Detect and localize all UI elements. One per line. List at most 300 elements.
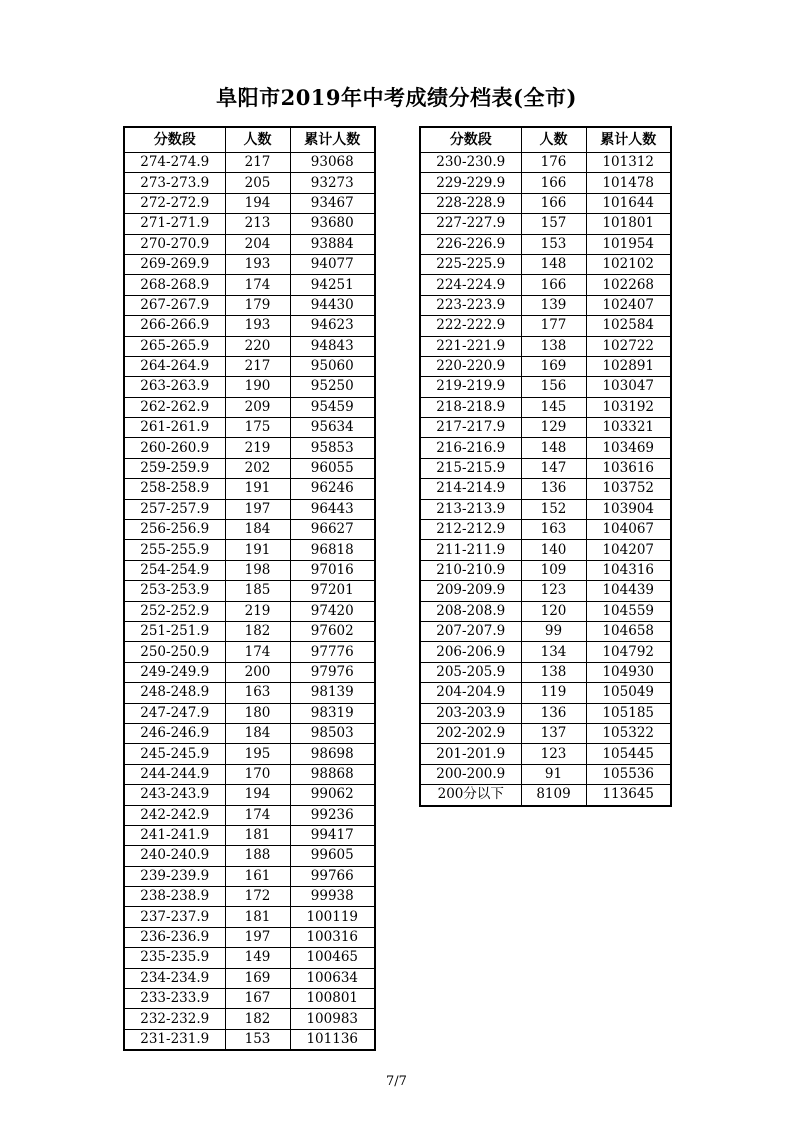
table-row <box>420 560 671 580</box>
cell-count: 181 <box>225 825 290 845</box>
cell-score-range: 268-268.9 <box>124 275 225 295</box>
cell-cumulative: 99417 <box>290 825 375 845</box>
cell-count: 169 <box>225 968 290 988</box>
cell-count: 188 <box>225 846 290 866</box>
cell-cumulative: 105536 <box>586 764 671 784</box>
cell-score-range: 249-249.9 <box>124 662 225 682</box>
cell-cumulative: 101644 <box>586 193 671 213</box>
cell-score-range: 258-258.9 <box>124 479 225 499</box>
cell-score-range: 240-240.9 <box>124 846 225 866</box>
cell-count: 193 <box>225 316 290 336</box>
cell-score-range: 248-248.9 <box>124 683 225 703</box>
cell-cumulative: 104067 <box>586 520 671 540</box>
cell-score-range: 259-259.9 <box>124 458 225 478</box>
cell-count: 184 <box>225 520 290 540</box>
page-number: 7/7 <box>386 1074 407 1089</box>
cell-cumulative: 105185 <box>586 703 671 723</box>
table-row <box>420 723 671 743</box>
table-row <box>420 744 671 764</box>
table-row <box>124 520 375 540</box>
cell-score-range: 244-244.9 <box>124 764 225 784</box>
table-row <box>124 907 375 927</box>
table-row <box>124 744 375 764</box>
cell-score-range: 202-202.9 <box>420 723 521 743</box>
table-row <box>124 703 375 723</box>
table-row <box>124 683 375 703</box>
cell-score-range: 225-225.9 <box>420 254 521 274</box>
cell-cumulative: 102407 <box>586 295 671 315</box>
cell-count: 175 <box>225 418 290 438</box>
cell-cumulative: 94623 <box>290 316 375 336</box>
cell-count: 163 <box>521 520 586 540</box>
cell-score-range: 212-212.9 <box>420 520 521 540</box>
cell-count: 197 <box>225 927 290 947</box>
cell-score-range: 205-205.9 <box>420 662 521 682</box>
table-row <box>420 336 671 356</box>
cell-count: 166 <box>521 173 586 193</box>
cell-count: 202 <box>225 458 290 478</box>
cell-cumulative: 96055 <box>290 458 375 478</box>
cell-cumulative: 104316 <box>586 560 671 580</box>
table-row <box>420 703 671 723</box>
cell-score-range: 274-274.9 <box>124 153 225 173</box>
cell-cumulative: 95459 <box>290 397 375 417</box>
cell-score-range: 231-231.9 <box>124 1029 225 1050</box>
cell-count: 200 <box>225 662 290 682</box>
score-table-left <box>123 126 376 1051</box>
cell-count: 194 <box>225 785 290 805</box>
cell-score-range: 238-238.9 <box>124 887 225 907</box>
cell-cumulative: 103616 <box>586 458 671 478</box>
cell-cumulative: 99605 <box>290 846 375 866</box>
header-cumulative: 累计人数 <box>290 127 375 153</box>
cell-cumulative: 95250 <box>290 377 375 397</box>
table-row <box>420 193 671 213</box>
cell-count: 182 <box>225 621 290 641</box>
table-row <box>420 581 671 601</box>
cell-cumulative: 100634 <box>290 968 375 988</box>
cell-score-range: 246-246.9 <box>124 723 225 743</box>
table-row <box>124 764 375 784</box>
table-row <box>124 662 375 682</box>
cell-score-range: 262-262.9 <box>124 397 225 417</box>
cell-score-range: 267-267.9 <box>124 295 225 315</box>
table-row <box>420 254 671 274</box>
cell-cumulative: 100983 <box>290 1009 375 1029</box>
header-count: 人数 <box>521 127 586 153</box>
cell-cumulative: 101801 <box>586 214 671 234</box>
cell-count: 153 <box>521 234 586 254</box>
table-row <box>124 805 375 825</box>
cell-score-range: 255-255.9 <box>124 540 225 560</box>
cell-count: 217 <box>225 153 290 173</box>
cell-cumulative: 99938 <box>290 887 375 907</box>
cell-score-range: 226-226.9 <box>420 234 521 254</box>
cell-count: 167 <box>225 989 290 1009</box>
cell-cumulative: 97776 <box>290 642 375 662</box>
cell-cumulative: 102102 <box>586 254 671 274</box>
cell-count: 177 <box>521 316 586 336</box>
cell-cumulative: 100465 <box>290 948 375 968</box>
table-row <box>124 499 375 519</box>
cell-count: 217 <box>225 356 290 376</box>
cell-score-range: 229-229.9 <box>420 173 521 193</box>
table-row <box>420 764 671 784</box>
table-row <box>420 458 671 478</box>
cell-cumulative: 94077 <box>290 254 375 274</box>
cell-score-range: 245-245.9 <box>124 744 225 764</box>
cell-score-range: 237-237.9 <box>124 907 225 927</box>
cell-count: 157 <box>521 214 586 234</box>
table-row <box>420 785 671 806</box>
cell-score-range: 273-273.9 <box>124 173 225 193</box>
cell-count: 197 <box>225 499 290 519</box>
table-row <box>124 254 375 274</box>
cell-count: 204 <box>225 234 290 254</box>
cell-count: 205 <box>225 173 290 193</box>
cell-score-range: 200-200.9 <box>420 764 521 784</box>
cell-cumulative: 98868 <box>290 764 375 784</box>
table-row <box>124 316 375 336</box>
cell-cumulative: 93467 <box>290 193 375 213</box>
cell-count: 220 <box>225 336 290 356</box>
cell-count: 174 <box>225 642 290 662</box>
table-row <box>420 275 671 295</box>
table-row <box>420 214 671 234</box>
cell-count: 180 <box>225 703 290 723</box>
cell-count: 169 <box>521 356 586 376</box>
cell-cumulative: 104930 <box>586 662 671 682</box>
cell-count: 184 <box>225 723 290 743</box>
cell-count: 136 <box>521 703 586 723</box>
cell-score-range: 254-254.9 <box>124 560 225 580</box>
cell-count: 182 <box>225 1009 290 1029</box>
cell-count: 129 <box>521 418 586 438</box>
cell-count: 149 <box>225 948 290 968</box>
cell-cumulative: 103192 <box>586 397 671 417</box>
table-row <box>124 540 375 560</box>
table-row <box>124 397 375 417</box>
cell-score-range: 247-247.9 <box>124 703 225 723</box>
cell-count: 191 <box>225 479 290 499</box>
cell-count: 147 <box>521 458 586 478</box>
cell-score-range: 216-216.9 <box>420 438 521 458</box>
cell-count: 191 <box>225 540 290 560</box>
table-row <box>420 499 671 519</box>
table-row <box>124 825 375 845</box>
cell-cumulative: 102268 <box>586 275 671 295</box>
cell-cumulative: 101954 <box>586 234 671 254</box>
cell-cumulative: 99766 <box>290 866 375 886</box>
cell-score-range: 252-252.9 <box>124 601 225 621</box>
cell-cumulative: 95634 <box>290 418 375 438</box>
cell-score-range: 241-241.9 <box>124 825 225 845</box>
table-row <box>124 601 375 621</box>
cell-count: 170 <box>225 764 290 784</box>
cell-count: 123 <box>521 744 586 764</box>
cell-count: 163 <box>225 683 290 703</box>
cell-count: 137 <box>521 723 586 743</box>
page-title: 阜阳市2019年中考成绩分档表(全市) <box>216 85 577 110</box>
cell-score-range: 271-271.9 <box>124 214 225 234</box>
table-row <box>124 438 375 458</box>
cell-cumulative: 105049 <box>586 683 671 703</box>
cell-score-range: 215-215.9 <box>420 458 521 478</box>
table-row <box>124 234 375 254</box>
header-cumulative: 累计人数 <box>586 127 671 153</box>
table-header-row <box>420 127 671 153</box>
table-row <box>124 458 375 478</box>
cell-count: 99 <box>521 621 586 641</box>
cell-score-range: 220-220.9 <box>420 356 521 376</box>
cell-score-range: 204-204.9 <box>420 683 521 703</box>
cell-count: 172 <box>225 887 290 907</box>
cell-score-range: 221-221.9 <box>420 336 521 356</box>
cell-count: 195 <box>225 744 290 764</box>
cell-score-range: 257-257.9 <box>124 499 225 519</box>
cell-cumulative: 99236 <box>290 805 375 825</box>
cell-score-range: 260-260.9 <box>124 438 225 458</box>
table-row <box>420 520 671 540</box>
cell-score-range: 209-209.9 <box>420 581 521 601</box>
table-row <box>124 785 375 805</box>
table-row <box>420 316 671 336</box>
cell-cumulative: 99062 <box>290 785 375 805</box>
cell-score-range: 265-265.9 <box>124 336 225 356</box>
table-row <box>124 193 375 213</box>
cell-score-range: 213-213.9 <box>420 499 521 519</box>
score-table-right <box>419 126 672 807</box>
cell-score-range: 242-242.9 <box>124 805 225 825</box>
cell-cumulative: 102584 <box>586 316 671 336</box>
cell-score-range: 224-224.9 <box>420 275 521 295</box>
cell-count: 181 <box>225 907 290 927</box>
cell-count: 91 <box>521 764 586 784</box>
header-count: 人数 <box>225 127 290 153</box>
cell-cumulative: 104792 <box>586 642 671 662</box>
cell-cumulative: 105322 <box>586 723 671 743</box>
cell-count: 176 <box>521 153 586 173</box>
cell-score-range: 227-227.9 <box>420 214 521 234</box>
cell-count: 174 <box>225 275 290 295</box>
cell-score-range: 234-234.9 <box>124 968 225 988</box>
cell-cumulative: 104658 <box>586 621 671 641</box>
cell-cumulative: 103752 <box>586 479 671 499</box>
table-row <box>420 153 671 173</box>
table-row <box>124 621 375 641</box>
cell-count: 194 <box>225 193 290 213</box>
cell-score-range: 261-261.9 <box>124 418 225 438</box>
cell-score-range: 210-210.9 <box>420 560 521 580</box>
table-row <box>420 621 671 641</box>
table-header-row <box>124 127 375 153</box>
cell-score-range: 251-251.9 <box>124 621 225 641</box>
cell-cumulative: 113645 <box>586 785 671 806</box>
table-row <box>124 356 375 376</box>
cell-cumulative: 103047 <box>586 377 671 397</box>
table-row <box>420 642 671 662</box>
cell-score-range: 201-201.9 <box>420 744 521 764</box>
cell-cumulative: 93068 <box>290 153 375 173</box>
cell-cumulative: 98319 <box>290 703 375 723</box>
cell-count: 134 <box>521 642 586 662</box>
table-row <box>124 295 375 315</box>
table-row <box>124 723 375 743</box>
table-row <box>124 1029 375 1050</box>
table-row <box>420 397 671 417</box>
cell-score-range: 214-214.9 <box>420 479 521 499</box>
table-row <box>124 846 375 866</box>
table-row <box>420 438 671 458</box>
cell-cumulative: 94430 <box>290 295 375 315</box>
table-row <box>124 173 375 193</box>
cell-count: 198 <box>225 560 290 580</box>
table-row <box>124 560 375 580</box>
cell-count: 8109 <box>521 785 586 806</box>
cell-count: 219 <box>225 438 290 458</box>
cell-count: 119 <box>521 683 586 703</box>
cell-cumulative: 101136 <box>290 1029 375 1050</box>
cell-score-range: 266-266.9 <box>124 316 225 336</box>
cell-score-range: 253-253.9 <box>124 581 225 601</box>
cell-cumulative: 104559 <box>586 601 671 621</box>
cell-score-range: 219-219.9 <box>420 377 521 397</box>
cell-cumulative: 95060 <box>290 356 375 376</box>
cell-cumulative: 96818 <box>290 540 375 560</box>
cell-score-range: 272-272.9 <box>124 193 225 213</box>
table-row <box>420 418 671 438</box>
cell-count: 190 <box>225 377 290 397</box>
cell-count: 161 <box>225 866 290 886</box>
cell-count: 148 <box>521 438 586 458</box>
cell-cumulative: 97976 <box>290 662 375 682</box>
cell-count: 174 <box>225 805 290 825</box>
cell-cumulative: 100801 <box>290 989 375 1009</box>
cell-count: 136 <box>521 479 586 499</box>
cell-score-range: 264-264.9 <box>124 356 225 376</box>
cell-count: 145 <box>521 397 586 417</box>
cell-cumulative: 102722 <box>586 336 671 356</box>
table-row <box>124 1009 375 1029</box>
cell-cumulative: 96443 <box>290 499 375 519</box>
cell-cumulative: 100316 <box>290 927 375 947</box>
cell-count: 123 <box>521 581 586 601</box>
cell-cumulative: 103904 <box>586 499 671 519</box>
header-score-range: 分数段 <box>420 127 521 153</box>
table-row <box>420 356 671 376</box>
cell-score-range: 243-243.9 <box>124 785 225 805</box>
table-row <box>420 173 671 193</box>
cell-score-range: 203-203.9 <box>420 703 521 723</box>
cell-count: 140 <box>521 540 586 560</box>
cell-score-range: 233-233.9 <box>124 989 225 1009</box>
cell-score-range: 207-207.9 <box>420 621 521 641</box>
cell-cumulative: 101312 <box>586 153 671 173</box>
cell-count: 109 <box>521 560 586 580</box>
cell-score-range: 208-208.9 <box>420 601 521 621</box>
cell-score-range: 250-250.9 <box>124 642 225 662</box>
cell-count: 156 <box>521 377 586 397</box>
table-row <box>124 968 375 988</box>
table-row <box>124 214 375 234</box>
cell-cumulative: 93680 <box>290 214 375 234</box>
cell-cumulative: 96627 <box>290 520 375 540</box>
cell-count: 209 <box>225 397 290 417</box>
cell-count: 193 <box>225 254 290 274</box>
cell-cumulative: 104439 <box>586 581 671 601</box>
cell-score-range: 239-239.9 <box>124 866 225 886</box>
cell-count: 138 <box>521 336 586 356</box>
cell-cumulative: 104207 <box>586 540 671 560</box>
cell-cumulative: 97016 <box>290 560 375 580</box>
table-row <box>124 927 375 947</box>
table-row <box>420 234 671 254</box>
cell-score-range: 222-222.9 <box>420 316 521 336</box>
cell-count: 166 <box>521 193 586 213</box>
cell-cumulative: 97602 <box>290 621 375 641</box>
table-row <box>124 377 375 397</box>
cell-cumulative: 95853 <box>290 438 375 458</box>
cell-cumulative: 101478 <box>586 173 671 193</box>
cell-score-range: 218-218.9 <box>420 397 521 417</box>
cell-score-range: 232-232.9 <box>124 1009 225 1029</box>
cell-cumulative: 98698 <box>290 744 375 764</box>
table-row <box>420 540 671 560</box>
cell-score-range: 211-211.9 <box>420 540 521 560</box>
cell-score-range: 270-270.9 <box>124 234 225 254</box>
cell-count: 185 <box>225 581 290 601</box>
cell-score-range: 256-256.9 <box>124 520 225 540</box>
cell-count: 152 <box>521 499 586 519</box>
cell-cumulative: 103469 <box>586 438 671 458</box>
cell-cumulative: 93884 <box>290 234 375 254</box>
cell-score-range: 236-236.9 <box>124 927 225 947</box>
table-row <box>124 866 375 886</box>
cell-count: 219 <box>225 601 290 621</box>
cell-cumulative: 97201 <box>290 581 375 601</box>
cell-score-range: 223-223.9 <box>420 295 521 315</box>
cell-cumulative: 94843 <box>290 336 375 356</box>
cell-score-range: 263-263.9 <box>124 377 225 397</box>
cell-cumulative: 94251 <box>290 275 375 295</box>
table-row <box>124 887 375 907</box>
cell-cumulative: 102891 <box>586 356 671 376</box>
cell-cumulative: 93273 <box>290 173 375 193</box>
cell-score-range: 269-269.9 <box>124 254 225 274</box>
table-row <box>124 336 375 356</box>
table-row <box>420 662 671 682</box>
table-row <box>124 948 375 968</box>
cell-cumulative: 103321 <box>586 418 671 438</box>
cell-score-range: 230-230.9 <box>420 153 521 173</box>
table-row <box>124 581 375 601</box>
table-row <box>420 377 671 397</box>
cell-count: 179 <box>225 295 290 315</box>
cell-cumulative: 98503 <box>290 723 375 743</box>
cell-count: 139 <box>521 295 586 315</box>
table-row <box>124 642 375 662</box>
cell-count: 138 <box>521 662 586 682</box>
table-row <box>124 989 375 1009</box>
table-row <box>420 601 671 621</box>
table-row <box>420 479 671 499</box>
table-row <box>420 295 671 315</box>
cell-count: 166 <box>521 275 586 295</box>
table-row <box>420 683 671 703</box>
cell-cumulative: 96246 <box>290 479 375 499</box>
table-row <box>124 418 375 438</box>
cell-score-range: 206-206.9 <box>420 642 521 662</box>
